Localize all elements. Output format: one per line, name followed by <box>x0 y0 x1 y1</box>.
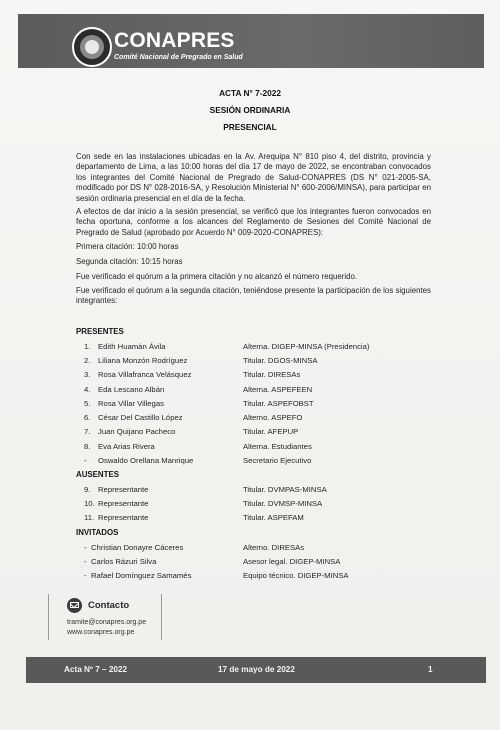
guest-row <box>0 571 500 583</box>
footer-acta: Acta Nº 7 – 2022 <box>64 665 128 674</box>
presentes-heading: PRESENTES <box>76 327 124 336</box>
member-number: 9. <box>84 485 91 494</box>
invitados-heading: INVITADOS <box>76 528 119 537</box>
ausentes-heading: AUSENTES <box>76 470 119 479</box>
member-role: Alterna. DIGEP-MINSA (Presidencia) <box>243 342 370 351</box>
member-role: Titular. DIRESAs <box>243 370 301 379</box>
member-name: Representante <box>98 485 149 494</box>
conapres-logo-icon <box>72 27 112 67</box>
member-row <box>0 456 500 468</box>
contact-email[interactable]: tramite@conapres.org.pe <box>67 619 147 626</box>
session-type: SESIÓN ORDINARIA <box>209 105 291 115</box>
acta-title: ACTA N° 7-2022 <box>219 88 281 98</box>
member-row <box>0 342 500 354</box>
member-number: 11. <box>84 513 95 522</box>
member-row <box>0 513 500 525</box>
member-name: Eda Lescano Albán <box>98 385 165 394</box>
member-role: Alterna. Estudiantes <box>243 442 312 451</box>
member-role: Titular. DGOS-MINSA <box>243 356 318 365</box>
member-row <box>0 442 500 454</box>
first-citation: Primera citación: 10:00 horas <box>76 242 179 251</box>
guest-bullet: - <box>84 543 87 552</box>
member-role: Titular. DVMSP-MINSA <box>243 499 323 508</box>
member-name: Eva Arias Rivera <box>98 442 155 451</box>
guest-role: Asesor legal. DIGEP-MINSA <box>243 557 341 566</box>
contact-title: Contacto <box>88 600 130 611</box>
guest-row <box>0 557 500 569</box>
member-role: Titular. DVMPAS-MINSA <box>243 485 327 494</box>
guest-name: Carlos Rázuri Silva <box>91 557 157 566</box>
member-row <box>0 485 500 497</box>
member-row <box>0 370 500 382</box>
quorum-first: Fue verificado el quórum a la primera citación y no alcanzó el número requerido. <box>76 272 358 281</box>
member-row <box>0 427 500 439</box>
guest-role: Alterno. DIRESAs <box>243 543 305 552</box>
member-number: - <box>84 456 87 465</box>
guest-name: Christian Donayre Cáceres <box>91 543 184 552</box>
member-number: 5. <box>84 399 91 408</box>
guest-bullet: - <box>84 571 87 580</box>
member-role: Titular. ASPEFAM <box>243 513 304 522</box>
footer-bar <box>26 657 486 683</box>
guest-row <box>0 543 500 555</box>
member-role: Alterna. ASPEFEEN <box>243 385 313 394</box>
member-role: Titular. ASPEFOBST <box>243 399 314 408</box>
member-name: Representante <box>98 499 149 508</box>
member-name: Rosa Villar Villegas <box>98 399 164 408</box>
member-number: 7. <box>84 427 91 436</box>
intro-paragraph: Con sede en las instalaciones ubicadas en la Av. Arequipa N° 810 piso 4, del distrito, provincia y departamento de Lima, a las 10:00 horas del día 17 de mayo de 2022, se encontraban convocados los integrantes del Comité Nacional de Pregrado de Salud-CONAPRES (DS N° 021-2005-SA, modificado por DS N° 028-2016-SA, y Resolución Ministerial N° 600-2006/MINSA), para participar en sesión ordinaria presencial en el día de la fecha. <box>76 152 431 203</box>
member-role: Alterno. ASPEFO <box>243 413 303 422</box>
member-number: 8. <box>84 442 91 451</box>
member-number: 4. <box>84 385 91 394</box>
member-row <box>0 356 500 368</box>
member-name: Juan Quijano Pacheco <box>98 427 176 436</box>
footer-date: 17 de mayo de 2022 <box>218 665 295 674</box>
member-name: Rosa Villafranca Velásquez <box>98 370 192 379</box>
mail-icon <box>67 598 82 613</box>
page-number: 1 <box>428 665 433 674</box>
logo-core <box>85 40 99 54</box>
member-number: 10. <box>84 499 95 508</box>
member-number: 3. <box>84 370 91 379</box>
convocation-paragraph: A efectos de dar inicio a la sesión presencial, se verificó que los integrantes fueron convocados en fecha oportuna, conforme a los alcances del Reglamento de Sesiones del Comité Nacional de Pregrado de Salud (aprobado por Acuerdo N° 009-2020-CONAPRES): <box>76 207 431 237</box>
member-number: 2. <box>84 356 91 365</box>
member-row <box>0 413 500 425</box>
second-citation: Segunda citación: 10:15 horas <box>76 257 183 266</box>
guest-name: Rafael Domínguez Samamés <box>91 571 192 580</box>
brand-subtitle: Comité Nacional de Pregrado en Salud <box>114 54 243 61</box>
member-number: 6. <box>84 413 91 422</box>
quorum-second: Fue verificado el quórum a la segunda citación, teniéndose presente la participación de los siguientes integrantes: <box>76 286 431 306</box>
member-name: Representante <box>98 513 149 522</box>
guest-bullet: - <box>84 557 87 566</box>
member-row <box>0 399 500 411</box>
contact-website[interactable]: www.conapres.org.pe <box>67 629 135 636</box>
member-row <box>0 385 500 397</box>
guest-role: Equipo técnico. DIGEP-MINSA <box>243 571 349 580</box>
session-mode: PRESENCIAL <box>223 122 277 132</box>
brand-name: CONAPRES <box>114 29 235 52</box>
member-role: Titular. AFEPUP <box>243 427 299 436</box>
member-name: César Del Castillo López <box>98 413 183 422</box>
member-name: Liliana Monzón Rodríguez <box>98 356 188 365</box>
member-role: Secretario Ejecutivo <box>243 456 312 465</box>
member-row <box>0 499 500 511</box>
member-number: 1. <box>84 342 91 351</box>
member-name: Oswaldo Orellana Manrique <box>98 456 194 465</box>
member-name: Edith Huamán Ávila <box>98 342 166 351</box>
